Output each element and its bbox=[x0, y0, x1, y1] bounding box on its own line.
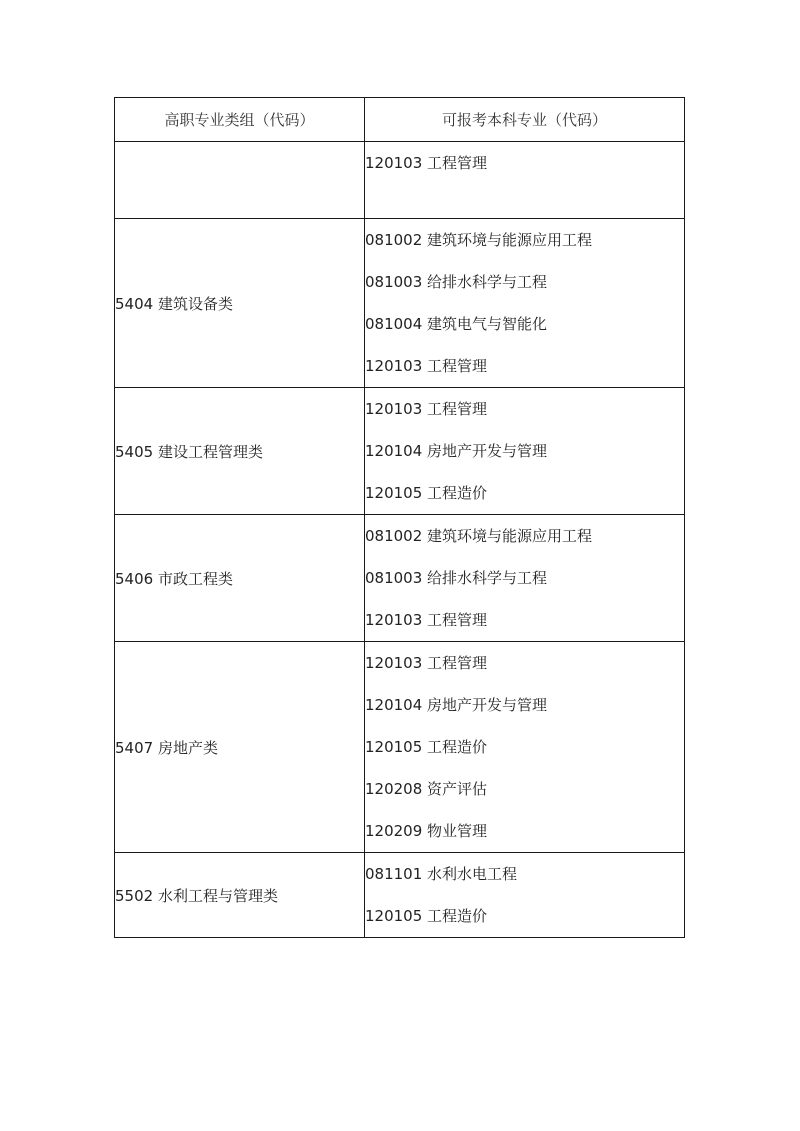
majors-cell bbox=[365, 853, 685, 938]
major-item: 120103 工程管理 bbox=[365, 654, 488, 672]
major-item: 120105 工程造价 bbox=[365, 738, 488, 756]
majors-cell bbox=[365, 515, 685, 642]
group-cell bbox=[115, 142, 365, 219]
major-item: 120105 工程造价 bbox=[365, 907, 488, 925]
major-item: 120209 物业管理 bbox=[365, 822, 488, 840]
header-group-code: 高职专业类组（代码） bbox=[115, 98, 365, 142]
table-row bbox=[115, 853, 685, 938]
major-item: 120208 资产评估 bbox=[365, 780, 488, 798]
major-item: 081101 水利水电工程 bbox=[365, 865, 518, 883]
major-item: 081003 给排水科学与工程 bbox=[365, 273, 548, 291]
group-cell: 5407 房地产类 bbox=[115, 642, 365, 853]
major-item: 081004 建筑电气与智能化 bbox=[365, 315, 548, 333]
major-item: 120103 工程管理 bbox=[365, 357, 488, 375]
table-header-row bbox=[115, 98, 685, 142]
majors-cell bbox=[365, 142, 685, 219]
group-cell: 5406 市政工程类 bbox=[115, 515, 365, 642]
major-item: 120103 工程管理 bbox=[365, 611, 488, 629]
table-row bbox=[115, 142, 685, 219]
group-cell: 5404 建筑设备类 bbox=[115, 219, 365, 388]
major-item: 081002 建筑环境与能源应用工程 bbox=[365, 231, 593, 249]
major-item: 120104 房地产开发与管理 bbox=[365, 696, 548, 714]
major-item: 120103 工程管理 bbox=[365, 154, 488, 172]
group-cell: 5502 水利工程与管理类 bbox=[115, 853, 365, 938]
major-item: 120105 工程造价 bbox=[365, 484, 488, 502]
majors-cell bbox=[365, 642, 685, 853]
major-item: 120104 房地产开发与管理 bbox=[365, 442, 548, 460]
header-majors-code: 可报考本科专业（代码） bbox=[365, 98, 685, 142]
group-cell: 5405 建设工程管理类 bbox=[115, 388, 365, 515]
major-item: 120103 工程管理 bbox=[365, 400, 488, 418]
table-row bbox=[115, 219, 685, 388]
table-row bbox=[115, 515, 685, 642]
major-item: 081002 建筑环境与能源应用工程 bbox=[365, 527, 593, 545]
majors-cell bbox=[365, 219, 685, 388]
majors-cell bbox=[365, 388, 685, 515]
major-item: 081003 给排水科学与工程 bbox=[365, 569, 548, 587]
major-mapping-table bbox=[114, 97, 685, 938]
table-row bbox=[115, 388, 685, 515]
table-row bbox=[115, 642, 685, 853]
